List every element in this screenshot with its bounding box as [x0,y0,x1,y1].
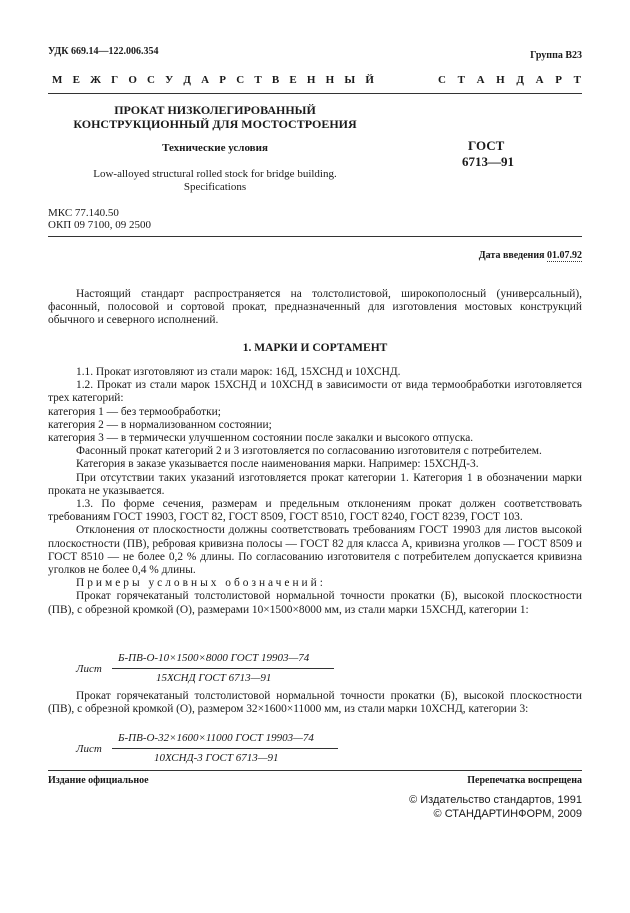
banner-left-letter: С [147,74,155,86]
example-2-description: Прокат горячекатаный толстолистовой нормальной точности прокатки (Б), высокой плоскостности (ПВ), с обрезной кромкой (О), размером 32×1600×11000 мм, из стали марки 10ХСНД, категории 3: [48,690,582,716]
banner-left-letter: Ж [90,74,101,86]
copyright-2009: © СТАНДАРТИНФОРМ, 2009 [433,808,582,820]
example-1-numerator: Б-ПВ-О-10×1500×8000 ГОСТ 19903—74 [118,652,310,664]
banner-left-letter: В [271,74,280,86]
banner-right-letter: Т [457,74,465,86]
examples-heading: Примеры условных обозначений: [76,577,326,590]
example-2-fraction-line [112,748,338,749]
official-edition: Издание официальное [48,775,149,786]
subtitle: Технические условия [162,142,268,154]
banner-left-letter: У [165,74,174,86]
example-2-block [48,690,582,716]
banner-right [438,74,581,86]
banner-left-letter: Ы [344,74,356,86]
banner-right-letter: Н [496,74,505,86]
example-1-formula [76,652,376,686]
banner-right-letter: А [476,74,485,86]
footer-rule [48,770,582,771]
okp-code: ОКП 09 7100, 09 2500 [48,219,151,231]
mks-code: МКС 77.140.50 [48,207,119,219]
section-1-title: 1. МАРКИ И СОРТАМЕНТ [242,342,388,354]
example-1-description: Прокат горячекатаный толстолистовой нормальной точности прокатки (Б), высокой плоскостности (ПВ), с обрезной кромкой (О), размерами 10×1500×8000 мм, из стали марки 15ХСНД, категории 1: [48,590,582,616]
group-code: Группа В23 [530,50,582,61]
banner-left-letter: Й [365,74,374,86]
example-1-fraction-line [112,668,334,669]
clause-1-2: 1.2. Прокат из стали марок 15ХСНД и 10ХСНД в зависимости от вида термообработки изготовляется трех категорий: [48,379,582,405]
example-2-formula [76,732,376,766]
example-2-denominator: 10ХСНД-3 ГОСТ 6713—91 [154,752,279,764]
title-line-2: КОНСТРУКЦИОННЫЙ ДЛЯ МОСТОСТРОЕНИЯ [73,117,357,131]
banner-left-letter: М [52,74,63,86]
clause-1-1: 1.1. Прокат изготовляют из стали марок: 16Д, 15ХСНД и 10ХСНД. [76,366,401,378]
banner-left-letter: Т [254,74,262,86]
category-2: категория 2 — в нормализованном состоянии; [48,418,272,431]
english-title-2: Specifications [183,181,247,193]
example-1-denominator: 15ХСНД ГОСТ 6713—91 [156,672,272,684]
gost-number: 6713—91 [462,154,514,169]
gost-label: ГОСТ [468,138,505,153]
reprint-prohibited: Перепечатка воспрещена [467,775,582,786]
banner-right-letter: А [535,74,544,86]
english-title-1: Low-alloyed structural rolled stock for bridge building. [93,168,337,180]
banner-left-letter: Н [325,74,335,86]
example-2-numerator: Б-ПВ-О-32×1600×11000 ГОСТ 19903—74 [118,732,314,744]
intro-date [479,250,582,261]
shaped-rolled-note: Фасонный прокат категорий 2 и 3 изготовляется по согласованию изготовителя с потребителем. [76,445,542,458]
banner-right-letter: Д [516,74,524,86]
intro-text: Настоящий стандарт распространяется на толстолистовой, широкополосный (универсальный), фасонный, полосовой и сортовой прокат, предназначенный для изготовления мостовых конструкций обычного и северного исполнений. [48,288,582,327]
banner-left [52,74,374,86]
banner-left-letter: Е [289,74,297,86]
intro-date-label: Дата введения [478,250,545,261]
category-1: категория 1 — без термообработки; [48,405,221,418]
flatness-deviation-note: Отклонения от плоскостности должны соответствовать требованиям ГОСТ 19903 для листов высокой плоскостности (ПВ), ребровая кривизна полосы — ГОСТ 82 для класса А, кривизна уголков — ГОСТ 8509 и ГОСТ 8510 — не более 0,2 % длины. По согласованию изготовителя с потребителем допускается кривизна уголков не более 0,4 % длины. [48,524,582,577]
banner-left-letter: Е [72,74,80,86]
copyright-1991: © Издательство стандартов, 1991 [409,794,582,806]
banner-left-letter: С [236,74,245,86]
header-rule [48,93,582,94]
order-category-note: Категория в заказе указывается после наименования марки. Например: 15ХСНД-3. [76,458,479,471]
banner-left-letter: Г [111,74,119,86]
category-3: категория 3 — в термически улучшенном состоянии после закалки и высокого отпуска. [48,432,474,445]
example-2-word: Лист [76,743,102,755]
codes-rule [48,236,582,237]
example-1-word: Лист [76,663,102,675]
banner-right-letter: С [438,74,446,86]
intro-date-value: 01.07.92 [547,250,582,261]
title-line-1: ПРОКАТ НИЗКОЛЕГИРОВАННЫЙ [114,103,316,117]
banner-left-letter: Д [183,74,191,86]
banner-left-letter: Р [219,74,227,86]
banner-left-letter: Н [306,74,316,86]
section-1-body [48,366,582,617]
intro-paragraph [48,288,582,328]
default-category-note: При отсутствии таких указаний изготовляется прокат категории 1. Категория 1 в обозначении марки проката не указывается. [48,471,582,497]
clause-1-3: 1.3. По форме сечения, размерам и предельным отклонениям прокат должен соответствовать требованиям ГОСТ 19903, ГОСТ 82, ГОСТ 8509, ГОСТ 8510, ГОСТ 8240, ГОСТ 8239, ГОСТ 103. [48,498,582,524]
banner-left-letter: О [128,74,137,86]
banner-right-letter: Р [555,74,562,86]
banner-left-letter: А [201,74,210,86]
udk-code: УДК 669.14—122.006.354 [48,46,159,57]
banner-right-letter: Т [573,74,581,86]
